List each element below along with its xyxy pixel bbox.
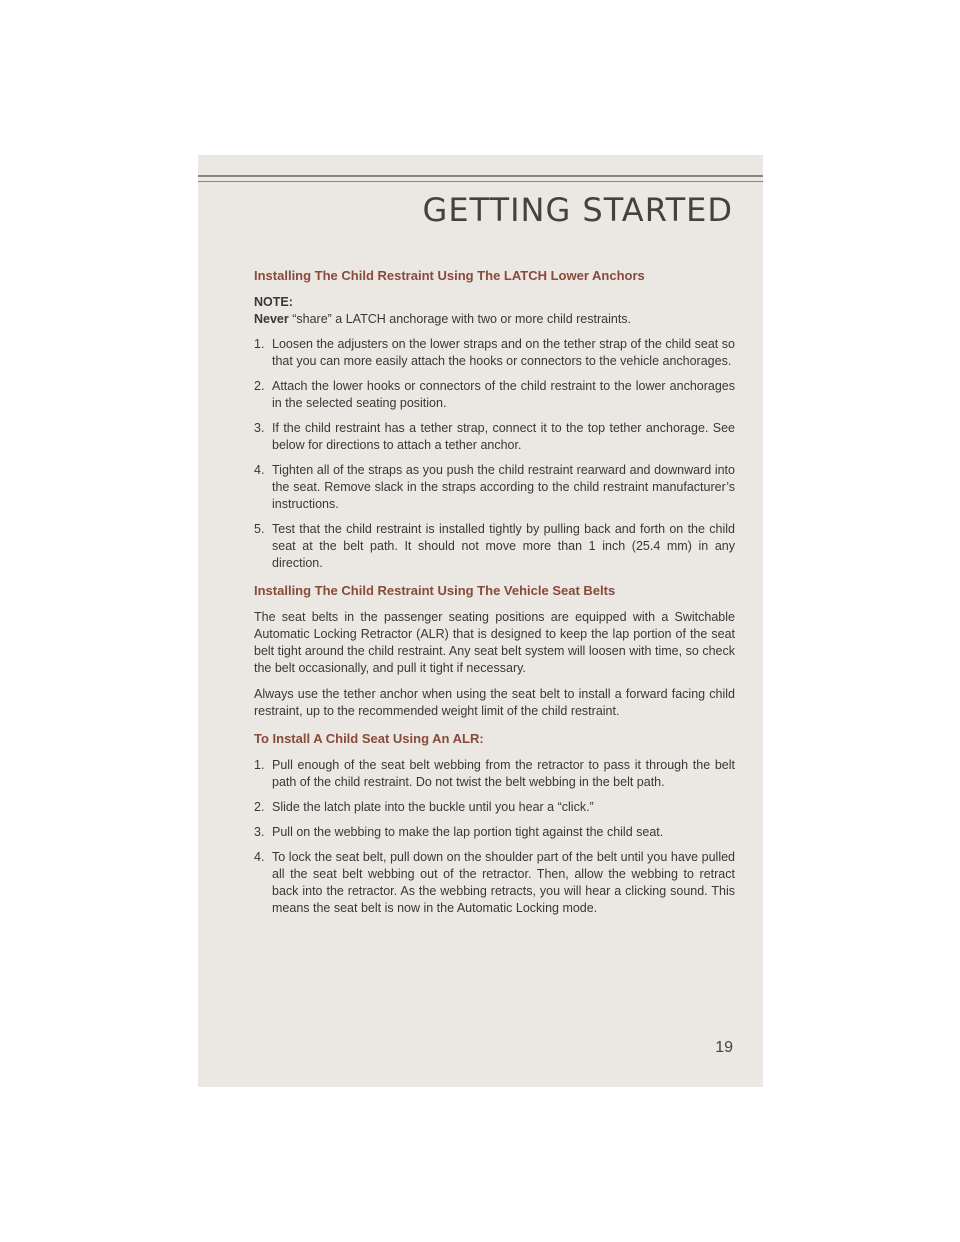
- alr-steps-list: [254, 757, 735, 917]
- note-label: NOTE:: [254, 295, 293, 309]
- note-text: [254, 311, 735, 328]
- seatbelts-paragraph-2: Always use the tether anchor when using the seat belt to install a forward facing child restraint, up to the recommended weight limit of the child restraint.: [254, 687, 735, 718]
- list-item: 1. Pull enough of the seat belt webbing from the retractor to pass it through the belt path of the child restraint. Do not twist the belt webbing in the belt path.: [254, 758, 735, 789]
- list-item: 2. Slide the latch plate into the buckle until you hear a “click.”: [254, 800, 594, 814]
- seatbelts-paragraph-1: The seat belts in the passenger seating positions are equipped with a Switchable Automatic Locking Retractor (ALR) that is designed to keep the lap portion of the seat belt tight around the child restraint. Any seat belt system will loosen with time, so check the belt occasionally, and pull it tight if necessary.: [254, 610, 735, 675]
- list-item: 3. If the child restraint has a tether strap, connect it to the top tether anchorage. See below for directions to attach a tether anchor.: [254, 421, 735, 452]
- latch-steps-list: [254, 336, 735, 572]
- alr-heading: To Install A Child Seat Using An ALR:: [254, 731, 484, 746]
- header-rule-thick: [198, 175, 763, 177]
- list-item: 4. To lock the seat belt, pull down on the shoulder part of the belt until you have pulled all the seat belt webbing out of the retractor. Then, allow the webbing to retract back into the retractor. As the webbing retracts, you will hear a clicking sound. This means the seat belt is now in the Automatic Locking mode.: [254, 850, 735, 915]
- note-emphasis: Never: [254, 312, 289, 326]
- page-number: 19: [715, 1039, 733, 1056]
- header-rule-thin: [198, 181, 763, 182]
- list-item: 4. Tighten all of the straps as you push the child restraint rearward and downward into the seat. Remove slack in the straps according to the child restraint manufacturer’s instructions.: [254, 463, 735, 511]
- page-content: [254, 267, 735, 925]
- list-item: 2. Attach the lower hooks or connectors of the child restraint to the lower anchorages in the selected seating position.: [254, 379, 735, 410]
- list-item: 1. Loosen the adjusters on the lower straps and on the tether strap of the child seat so that you can more easily attach the hooks or connectors to the vehicle anchorages.: [254, 337, 735, 368]
- seatbelts-heading: Installing The Child Restraint Using The Vehicle Seat Belts: [254, 583, 616, 598]
- latch-heading: Installing The Child Restraint Using The LATCH Lower Anchors: [254, 268, 645, 283]
- section-title: GETTING STARTED: [422, 191, 733, 229]
- list-item: 5. Test that the child restraint is installed tightly by pulling back and forth on the child seat at the belt path. It should not move more than 1 inch (25.4 mm) in any direction.: [254, 522, 735, 570]
- list-item: 3. Pull on the webbing to make the lap portion tight against the child seat.: [254, 825, 664, 839]
- note-body: “share” a LATCH anchorage with two or more child restraints.: [288, 312, 632, 326]
- manual-page: [198, 155, 763, 1087]
